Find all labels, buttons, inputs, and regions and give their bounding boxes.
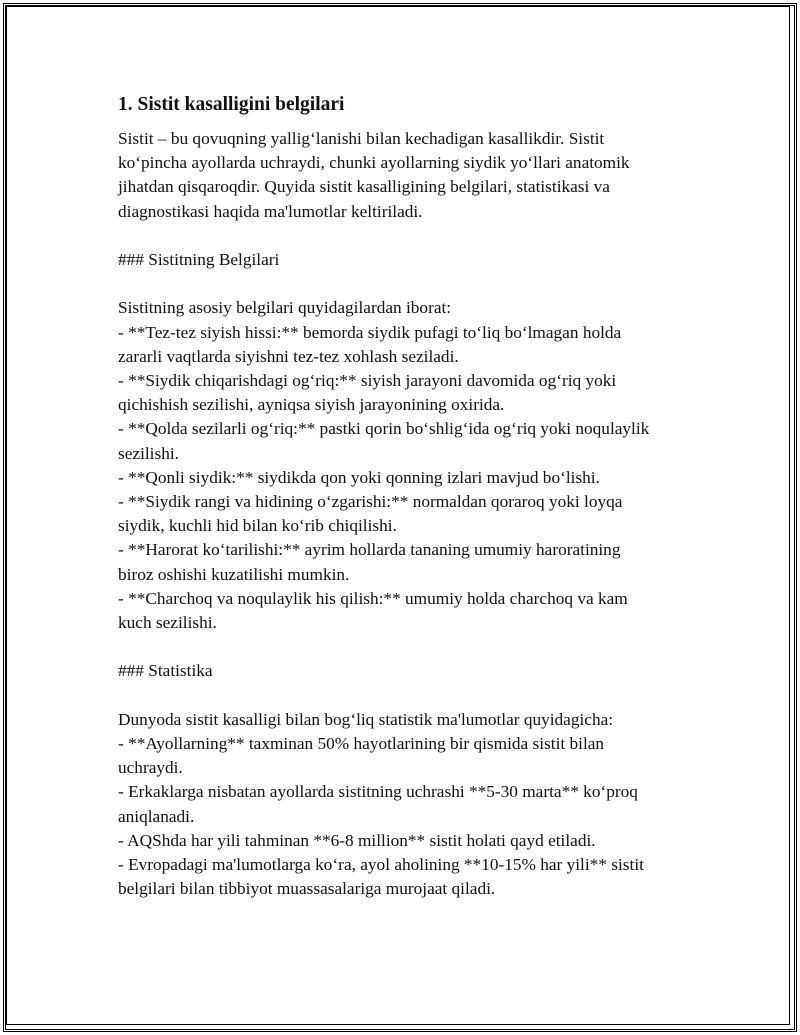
list-line: - **Siydik rangi va hidining o‘zgarishi:** normaldan qoraroq yoki loyqa (118, 492, 623, 512)
list-line: siydik, kuchli hid bilan ko‘rib chiqilishi. (118, 516, 397, 536)
symptoms-list (118, 296, 688, 635)
intro-line: ko‘pincha ayollarda uchraydi, chunki ayollarning siydik yo‘llari anatomik (118, 153, 630, 173)
section-heading-belgilari: ### Sistitning Belgilari (118, 250, 280, 269)
list-line: aniqlanadi. (118, 806, 195, 826)
list-line: Dunyoda sistit kasalligi bilan bog‘liq statistik ma'lumotlar quyidagicha: (118, 709, 614, 729)
list-line: - **Harorat ko‘tarilishi:** ayrim hollarda tananing umumiy haroratining (118, 540, 621, 560)
list-line: kuch sezilishi. (118, 613, 217, 633)
document-body (118, 92, 688, 901)
list-line: biroz oshishi kuzatilishi mumkin. (118, 564, 350, 584)
list-line: sezilishi. (118, 443, 179, 463)
list-line: uchraydi. (118, 758, 183, 778)
list-line: - AQShda har yili tahminan **6-8 million** sistit holati qayd etiladi. (118, 830, 596, 850)
intro-line: Sistit – bu qovuqning yallig‘lanishi bilan kechadigan kasallikdir. Sistit (118, 129, 605, 148)
list-line: - **Siydik chiqarishdagi og‘riq:** siyish jarayoni davomida og‘riq yoki (118, 371, 617, 390)
document-title: 1. Sistit kasalligini belgilari (118, 94, 345, 115)
list-line: - **Ayollarning** taxminan 50% hayotlarining bir qismida sistit bilan (118, 734, 605, 754)
list-line: zararli vaqtlarda siyishni tez-tez xohlash seziladi. (118, 346, 459, 366)
list-line: - **Charchoq va noqulaylik his qilish:** umumiy holda charchoq va kam (118, 588, 628, 608)
statistics-list (118, 708, 688, 902)
list-line: Sistitning asosiy belgilari quyidagilardan iborat: (118, 298, 452, 318)
list-line: - **Qonli siydik:** siydikda qon yoki qonning izlari mavjud bo‘lishi. (118, 467, 600, 487)
section-heading-statistika: ### Statistika (118, 661, 213, 681)
list-line: qichishish sezilishi, ayniqsa siyish jarayonining oxirida. (118, 395, 505, 415)
list-line: - Evropadagi ma'lumotlarga ko‘ra, ayol aholining **10-15% har yili** sistit (118, 855, 644, 875)
list-line: - **Tez-tez siyish hissi:** bemorda siydik pufagi to‘liq bo‘lmagan holda (118, 322, 622, 342)
intro-line: diagnostikasi haqida ma'lumotlar keltiriladi. (118, 201, 423, 221)
intro-paragraph (118, 127, 688, 224)
list-line: - **Qolda sezilarli og‘riq:** pastki qorin bo‘shlig‘ida og‘riq yoki noqulaylik (118, 419, 650, 439)
list-line: belgilari bilan tibbiyot muassasalariga murojaat qiladi. (118, 879, 496, 899)
intro-line: jihatdan qisqaroqdir. Quyida sistit kasalligining belgilari, statistikasi va (118, 177, 610, 197)
list-line: - Erkaklarga nisbatan ayollarda sistitning uchrashi **5-30 marta** ko‘proq (118, 782, 638, 802)
